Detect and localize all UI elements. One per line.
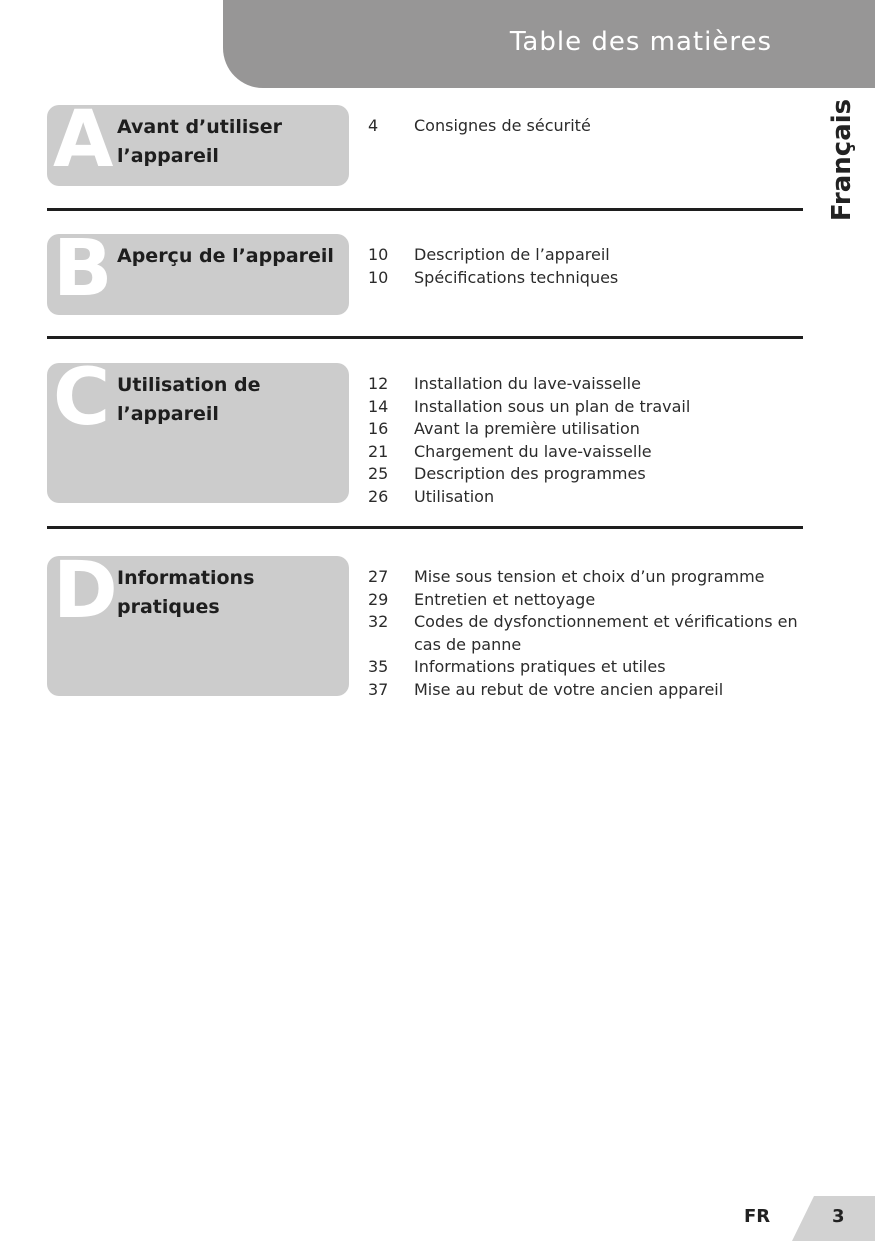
toc-page-number: 32 — [368, 612, 389, 631]
toc-entries — [368, 244, 808, 289]
section-box — [47, 363, 349, 503]
toc-entry-text: Consignes de sécurité — [414, 116, 591, 135]
toc-entry[interactable] — [368, 373, 808, 396]
toc-entry[interactable] — [368, 611, 808, 656]
section-divider — [47, 526, 803, 529]
toc-entry[interactable] — [368, 656, 808, 679]
toc-page-number: 10 — [368, 245, 389, 264]
toc-entry-text: Informations pratiques et utiles — [414, 657, 666, 676]
toc-entry-text: Chargement du lave-vaisselle — [414, 441, 652, 461]
language-side-label: Français — [827, 98, 857, 222]
toc-entry[interactable] — [368, 418, 808, 441]
toc-entry-text: Spécifications techniques — [414, 267, 619, 287]
section-divider — [47, 336, 803, 339]
section-letter: B — [53, 234, 113, 314]
toc-page-number: 10 — [368, 267, 389, 287]
toc-page-number: 4 — [368, 116, 379, 135]
toc-entry-text: Mise sous tension et choix d’un programme — [414, 567, 765, 586]
footer-language-code: FR — [744, 1206, 771, 1227]
toc-page-number: 21 — [368, 441, 389, 461]
toc-entry-text: Installation du lave-vaisselle — [414, 374, 641, 393]
toc-entry-text: Description de l’appareil — [414, 245, 610, 264]
toc-entry[interactable] — [368, 589, 808, 612]
toc-page-number: 35 — [368, 657, 389, 676]
toc-entry-text: Mise au rebut de votre ancien appareil — [414, 679, 724, 699]
toc-entry-text: Entretien et nettoyage — [414, 589, 596, 609]
toc-entry-text: Description des programmes — [414, 464, 646, 483]
section-box — [47, 105, 349, 186]
section-title: Aperçu de l’appareil — [117, 245, 334, 267]
footer-page-number: 3 — [832, 1206, 845, 1227]
toc-entry-text: Avant la première utilisation — [414, 419, 640, 438]
page-title: Table des matières — [509, 27, 772, 57]
toc-entry-text: Codes de dysfonctionnement et vérifications en cas de panne — [414, 612, 798, 654]
section-letter: A — [53, 105, 114, 185]
toc-entries — [368, 566, 808, 701]
toc-entries — [368, 115, 808, 138]
toc-page-number: 25 — [368, 464, 389, 483]
toc-entries — [368, 373, 808, 508]
toc-entry[interactable] — [368, 441, 808, 464]
toc-page-number: 27 — [368, 567, 389, 586]
section-divider — [47, 208, 803, 211]
section-letter: C — [53, 363, 111, 443]
toc-entry[interactable] — [368, 267, 808, 290]
section-box — [47, 556, 349, 696]
toc-page-number: 26 — [368, 486, 389, 506]
toc-entry[interactable] — [368, 679, 808, 702]
section-title: Avant d’utiliser l’appareil — [117, 116, 282, 167]
toc-entry[interactable] — [368, 463, 808, 486]
section-box — [47, 234, 349, 315]
toc-entry[interactable] — [368, 115, 808, 138]
section-letter: D — [53, 556, 118, 636]
toc-entry-text: Installation sous un plan de travail — [414, 396, 691, 416]
section-title: Utilisation de l’appareil — [117, 374, 261, 425]
toc-page-number: 29 — [368, 589, 389, 609]
toc-entry[interactable] — [368, 566, 808, 589]
toc-entry-text: Utilisation — [414, 486, 495, 506]
toc-page-number: 14 — [368, 396, 389, 416]
toc-page-number: 12 — [368, 374, 389, 393]
header-tab — [223, 0, 875, 88]
section-title: Informations pratiques — [117, 567, 255, 618]
toc-entry[interactable] — [368, 486, 808, 509]
toc-entry[interactable] — [368, 244, 808, 267]
toc-page-number: 16 — [368, 419, 389, 438]
toc-page-number: 37 — [368, 679, 389, 699]
toc-entry[interactable] — [368, 396, 808, 419]
